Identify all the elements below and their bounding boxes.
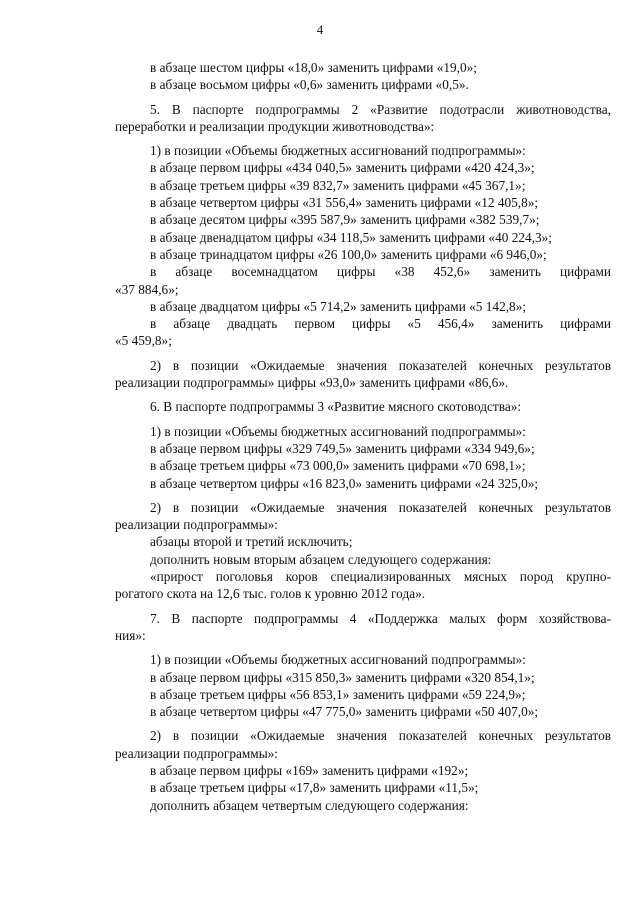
paragraph-line: 2) в позиции «Ожидаемые значения показателей конечных результатов [150,357,611,373]
paragraph-line: в абзаце третьем цифры «73 000,0» заменить цифрами «70 698,1»; [150,458,526,474]
paragraph-line: в абзаце четвертом цифры «47 775,0» заменить цифрами «50 407,0»; [150,704,539,720]
paragraph-line: переработки и реализации продукции животноводства»: [115,118,435,134]
paragraph-line: в абзаце тринадцатом цифры «26 100,0» заменить цифрами «6 946,0»; [150,246,547,262]
paragraph-line: в абзаце двенадцатом цифры «34 118,5» заменить цифрами «40 224,3»; [150,229,552,245]
paragraph-line: 2) в позиции «Ожидаемые значения показателей конечных результатов [150,499,611,515]
paragraph-line: абзацы второй и третий исключить; [150,534,353,550]
section-6-heading: 6. В паспорте подпрограммы 3 «Развитие мясного скотоводства»: [150,399,522,415]
paragraph-line: в абзаце двадцатом цифры «5 714,2» заменить цифрами «5 142,8»; [150,298,527,314]
paragraph-line: 1) в позиции «Объемы бюджетных ассигнований подпрограммы»: [150,652,526,668]
paragraph-line: в абзаце восьмом цифры «0,6» заменить цифрами «0,5». [150,77,469,93]
paragraph-line: в абзаце первом цифры «315 850,3» заменить цифрами «320 854,1»; [150,669,535,685]
paragraph-line: «прирост поголовья коров специализированных мясных пород крупно- [150,569,611,585]
document-body [115,59,611,814]
paragraph-line: в абзаце десятом цифры «395 587,9» заменить цифрами «382 539,7»; [150,212,540,228]
paragraph-line: реализации подпрограммы» цифры «93,0» заменить цифрами «86,6». [115,375,509,391]
paragraph-line: в абзаце первом цифры «329 749,5» заменить цифрами «334 949,6»; [150,440,535,456]
paragraph-line: в абзаце третьем цифры «39 832,7» заменить цифрами «45 367,1»; [150,177,526,193]
paragraph-line: в абзаце третьем цифры «17,8» заменить цифрами «11,5»; [150,780,479,796]
paragraph-line: «5 459,8»; [115,333,172,349]
paragraph-line: в абзаце первом цифры «434 040,5» заменить цифрами «420 424,3»; [150,160,535,176]
page-number: 4 [316,22,324,37]
paragraph-line: в абзаце первом цифры «169» заменить цифрами «192»; [150,762,469,778]
paragraph-line: в абзаце четвертом цифры «16 823,0» заменить цифрами «24 325,0»; [150,475,539,491]
paragraph-line: рогатого скота на 12,6 тыс. голов к уровню 2012 года». [115,586,426,602]
paragraph-line: в абзаце двадцать первом цифры «5 456,4» заменить цифрами [150,316,611,332]
paragraph-line: в абзаце четвертом цифры «31 556,4» заменить цифрами «12 405,8»; [150,195,539,211]
paragraph-line: дополнить абзацем четвертым следующего содержания: [150,797,469,813]
paragraph-line: дополнить новым вторым абзацем следующего содержания: [150,551,492,567]
section-7-heading: 7. В паспорте подпрограммы 4 «Поддержка малых форм хозяйствова- [150,610,611,626]
paragraph-line: «37 884,6»; [115,281,179,297]
section-5-heading: 5. В паспорте подпрограммы 2 «Развитие подотрасли животноводства, [150,101,611,117]
paragraph-line: в абзаце третьем цифры «56 853,1» заменить цифрами «59 224,9»; [150,686,526,702]
paragraph-line: реализации подпрограммы»: [115,745,278,761]
paragraph-line: 1) в позиции «Объемы бюджетных ассигнований подпрограммы»: [150,143,526,159]
paragraph-line: ния»: [115,627,146,643]
paragraph-line: 2) в позиции «Ожидаемые значения показателей конечных результатов [150,728,611,744]
paragraph-line: реализации подпрограммы»: [115,517,278,533]
paragraph-line: 1) в позиции «Объемы бюджетных ассигнований подпрограммы»: [150,423,526,439]
paragraph-line: в абзаце восемнадцатом цифры «38 452,6» заменить цифрами [150,264,611,280]
paragraph-line: в абзаце шестом цифры «18,0» заменить цифрами «19,0»; [150,60,477,75]
